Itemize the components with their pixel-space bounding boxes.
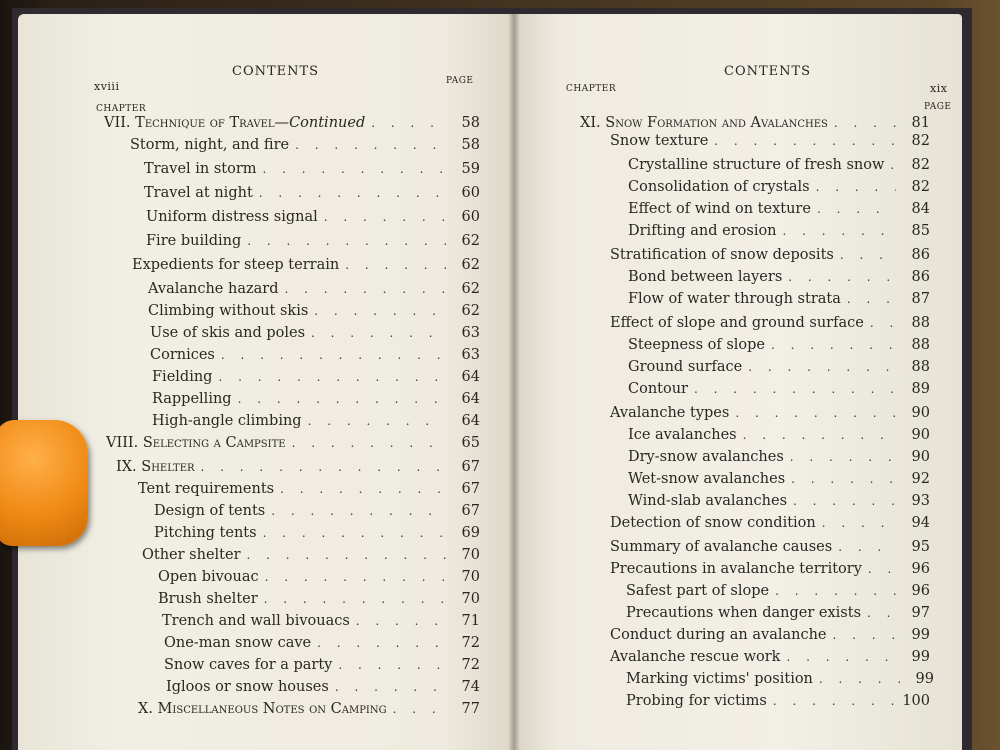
left-entry-title: Fire building	[146, 233, 242, 249]
right-entry-page: 95	[911, 539, 930, 555]
right-entry-title: Steepness of slope	[628, 337, 765, 353]
dot-leader	[221, 346, 446, 364]
right-entry-page: 88	[911, 337, 930, 353]
right-entry	[628, 200, 930, 220]
dot-leader	[817, 200, 896, 218]
left-entry	[138, 480, 480, 500]
right-page	[514, 14, 962, 750]
toc-chapter-vii	[104, 114, 480, 134]
right-entry	[626, 670, 934, 690]
right-entry-title: Bond between layers	[628, 269, 783, 285]
dot-leader	[773, 692, 896, 710]
right-entry-title: Conduct during an avalanche	[610, 627, 827, 643]
left-entry	[158, 568, 480, 588]
left-entry-title: X. Miscellaneous Notes on Camping	[138, 701, 387, 717]
left-entry-page: 63	[461, 347, 480, 363]
right-entry-page: 96	[911, 583, 930, 599]
dot-leader	[335, 678, 446, 696]
dot-leader	[840, 246, 896, 264]
right-entry	[628, 358, 930, 378]
left-entry-title: Brush shelter	[158, 591, 258, 607]
right-entry	[610, 246, 930, 266]
left-entry	[152, 412, 480, 432]
left-entry-title: Snow caves for a party	[164, 657, 333, 673]
right-entry-page: 82	[911, 179, 930, 195]
left-entry	[138, 700, 480, 720]
dot-leader	[783, 222, 896, 240]
left-entry-title: Rappelling	[152, 391, 232, 407]
right-entry-page: 90	[911, 427, 930, 443]
right-entry-title: Stratification of snow deposits	[610, 247, 834, 263]
right-entry-title: Contour	[628, 381, 688, 397]
dot-leader	[788, 268, 896, 286]
dot-leader	[694, 380, 896, 398]
dot-leader	[775, 582, 896, 600]
right-entry	[628, 336, 930, 356]
right-entry-page: 100	[902, 693, 930, 709]
dot-leader	[786, 648, 896, 666]
dot-leader	[218, 368, 446, 386]
dot-leader	[311, 324, 446, 342]
left-entry-page: 60	[461, 185, 480, 201]
chapter-vii-title: VII. Technique of Travel—	[104, 115, 290, 131]
left-entry	[130, 136, 480, 156]
left-folio: xviii	[94, 80, 120, 93]
right-folio: xix	[930, 82, 948, 95]
right-page-label: PAGE	[924, 102, 952, 112]
left-entry-title: Climbing without skis	[148, 303, 309, 319]
left-entry	[152, 368, 480, 388]
left-entry-page: 72	[461, 635, 480, 651]
left-entry-page: 67	[461, 503, 480, 519]
right-entry	[628, 178, 930, 198]
right-chapter-label: CHAPTER	[566, 84, 617, 94]
right-entry-title: Drifting and erosion	[628, 223, 777, 239]
left-entry-title: VIII. Selecting a Campsite	[106, 435, 286, 451]
left-entry-title: Use of skis and poles	[150, 325, 306, 341]
right-entry-page: 90	[911, 405, 930, 421]
left-entry-title: Open bivouac	[158, 569, 259, 585]
dot-leader	[314, 302, 446, 320]
left-entry-page: 62	[461, 303, 480, 319]
right-entry-title: Wind-slab avalanches	[628, 493, 788, 509]
right-entry-title: Ground surface	[628, 359, 743, 375]
dot-leader	[393, 700, 446, 718]
dot-leader	[247, 232, 446, 250]
left-entry-title: Fielding	[152, 369, 213, 385]
right-entry	[628, 470, 930, 490]
left-entry-page: 62	[461, 257, 480, 273]
right-entry-title: Detection of snow condition	[610, 515, 816, 531]
left-entry	[146, 232, 480, 252]
left-entry-title: Uniform distress signal	[146, 209, 318, 225]
chapter-vii-continued: Continued	[289, 115, 366, 131]
left-entry	[146, 208, 480, 228]
right-entry-title: Crystalline structure of fresh snow	[628, 157, 885, 173]
right-entry	[628, 492, 930, 512]
left-entry-title: Trench and wall bivouacs	[162, 613, 350, 629]
right-entry-page: 96	[911, 561, 930, 577]
left-entry-page: 70	[461, 569, 480, 585]
left-entry-title: Expedients for steep terrain	[132, 257, 340, 273]
right-entry-page: 88	[911, 359, 930, 375]
right-entry-title: Effect of slope and ground surface	[610, 315, 864, 331]
left-running-head: CONTENTS	[232, 64, 320, 79]
right-entry-title: Safest part of slope	[626, 583, 770, 599]
left-entry-page: 59	[461, 161, 480, 177]
dot-leader	[748, 358, 896, 376]
dot-leader	[870, 314, 896, 332]
right-entry-page: 90	[911, 449, 930, 465]
left-entry-page: 62	[461, 281, 480, 297]
left-entry	[154, 502, 480, 522]
right-entry	[628, 448, 930, 468]
left-entry-page: 64	[461, 369, 480, 385]
right-running-head: CONTENTS	[724, 64, 812, 79]
left-entry-title: IX. Shelter	[116, 459, 195, 475]
left-entry-title: Pitching tents	[154, 525, 257, 541]
right-entry	[626, 692, 930, 712]
right-entry	[610, 132, 930, 152]
left-entry	[132, 256, 480, 276]
right-entry	[628, 426, 930, 446]
left-entry	[150, 346, 480, 366]
left-entry-title: Igloos or snow houses	[166, 679, 329, 695]
right-entry-page: 86	[911, 269, 930, 285]
left-entry-page: 69	[461, 525, 480, 541]
left-entry-page: 70	[461, 591, 480, 607]
left-entry-page: 71	[461, 613, 480, 629]
dot-leader	[338, 656, 446, 674]
right-entry	[626, 582, 930, 602]
left-entry-page: 77	[461, 701, 480, 717]
left-entry	[150, 324, 480, 344]
right-entry	[626, 604, 930, 624]
dot-leader	[868, 560, 896, 578]
left-entry-title: Avalanche hazard	[148, 281, 279, 297]
left-entry-title: Other shelter	[142, 547, 241, 563]
left-entry	[152, 390, 480, 410]
right-entry-page: 99	[911, 627, 930, 643]
right-entry	[610, 404, 930, 424]
left-entry	[164, 656, 480, 676]
right-entry-title: Avalanche rescue work	[610, 649, 781, 665]
right-entry-page: 87	[911, 291, 930, 307]
dot-leader	[890, 156, 896, 174]
right-entry-page: 93	[911, 493, 930, 509]
dot-leader	[264, 590, 446, 608]
left-entry	[142, 546, 480, 566]
dot-leader	[201, 458, 446, 476]
right-entry	[628, 380, 930, 400]
right-entry	[610, 538, 930, 558]
right-entry-page: 86	[911, 247, 930, 263]
right-entry-page: 92	[911, 471, 930, 487]
right-entry-page: 99	[915, 671, 934, 687]
left-entry-page: 65	[461, 435, 480, 451]
left-entry-page: 67	[461, 481, 480, 497]
left-chapter-label: CHAPTER	[96, 104, 147, 114]
left-entry-page: 58	[461, 137, 480, 153]
right-entry-title: Dry-snow avalanches	[628, 449, 784, 465]
right-entry-title: Summary of avalanche causes	[610, 539, 833, 555]
right-entry-page: 84	[911, 201, 930, 217]
right-entry-page: 99	[911, 649, 930, 665]
right-entry-title: Ice avalanches	[628, 427, 737, 443]
left-entry-title: Storm, night, and fire	[130, 137, 290, 153]
dot-leader	[295, 136, 446, 154]
dot-leader	[834, 114, 896, 132]
left-entry	[166, 678, 480, 698]
left-entry-page: 60	[461, 209, 480, 225]
right-entry-page: 81	[911, 115, 930, 131]
right-entry-page: 97	[911, 605, 930, 621]
left-entry-page: 64	[461, 413, 480, 429]
dot-leader	[265, 568, 446, 586]
dot-leader	[867, 604, 896, 622]
left-entry-title: Travel at night	[144, 185, 253, 201]
dot-leader	[793, 492, 896, 510]
dot-leader	[838, 538, 896, 556]
left-entry	[144, 160, 480, 180]
left-page	[18, 14, 514, 750]
dot-leader	[263, 524, 446, 542]
right-entry-title: Flow of water through strata	[628, 291, 841, 307]
dot-leader	[714, 132, 896, 150]
dot-leader	[284, 280, 446, 298]
right-entry-page: 85	[911, 223, 930, 239]
dot-leader	[317, 634, 446, 652]
dot-leader	[833, 626, 897, 644]
left-entry	[158, 590, 480, 610]
right-entry-title: Precautions in avalanche territory	[610, 561, 862, 577]
dot-leader	[247, 546, 446, 564]
left-entry	[154, 524, 480, 544]
left-entry	[148, 280, 480, 300]
dot-leader	[743, 426, 896, 444]
left-entry-title: Design of tents	[154, 503, 266, 519]
dot-leader	[791, 470, 896, 488]
chapter-vii-page: 58	[461, 115, 480, 131]
right-entry-title: Snow texture	[610, 133, 709, 149]
left-entry-page: 62	[461, 233, 480, 249]
right-entry	[610, 648, 930, 668]
dot-leader	[271, 502, 446, 520]
left-entry-page: 72	[461, 657, 480, 673]
left-entry-title: One-man snow cave	[164, 635, 312, 651]
dot-leader	[259, 184, 446, 202]
right-entry	[610, 560, 930, 580]
dot-leader	[790, 448, 896, 466]
left-entry-page: 70	[461, 547, 480, 563]
dot-leader	[280, 480, 446, 498]
left-entry-title: High-angle climbing	[152, 413, 302, 429]
left-entry-page: 63	[461, 325, 480, 341]
right-entry	[610, 314, 930, 334]
left-entry	[148, 302, 480, 322]
left-entry	[116, 458, 480, 478]
dot-leader	[822, 514, 896, 532]
right-entry-page: 89	[911, 381, 930, 397]
dot-leader	[324, 208, 446, 226]
dot-leader	[356, 612, 446, 630]
dot-leader	[263, 160, 446, 178]
right-entry-title: Marking victims' position	[626, 671, 813, 687]
dot-leader	[308, 412, 446, 430]
right-entry-page: 88	[911, 315, 930, 331]
left-entry-title: Travel in storm	[144, 161, 257, 177]
right-entry-title: Avalanche types	[610, 405, 730, 421]
right-entry-title: XI. Snow Formation and Avalanches	[580, 115, 828, 131]
dot-leader	[292, 434, 446, 452]
left-entry-page: 64	[461, 391, 480, 407]
right-entry-page: 94	[911, 515, 930, 531]
left-entry-page: 67	[461, 459, 480, 475]
dot-leader	[771, 336, 896, 354]
dot-leader	[345, 256, 446, 274]
right-entry-page: 82	[911, 133, 930, 149]
right-entry-page: 82	[911, 157, 930, 173]
right-entry	[580, 114, 930, 134]
left-entry	[106, 434, 480, 454]
left-entry-title: Tent requirements	[138, 481, 275, 497]
left-entry	[162, 612, 480, 632]
dot-leader	[847, 290, 896, 308]
dot-leader	[238, 390, 446, 408]
dot-leader	[735, 404, 896, 422]
right-entry	[628, 268, 930, 288]
left-entry-page: 74	[461, 679, 480, 695]
dot-leader	[816, 178, 896, 196]
left-entry-title: Cornices	[150, 347, 215, 363]
left-entry	[164, 634, 480, 654]
right-entry	[628, 222, 930, 242]
right-entry	[610, 626, 930, 646]
orange-clip	[0, 420, 88, 546]
dot-leader	[371, 114, 446, 132]
right-entry	[628, 290, 930, 310]
right-entry-title: Precautions when danger exists	[626, 605, 862, 621]
book-gutter	[508, 14, 520, 750]
right-entry	[628, 156, 930, 176]
right-entry	[610, 514, 930, 534]
right-entry-title: Effect of wind on texture	[628, 201, 811, 217]
right-entry-title: Probing for victims	[626, 693, 767, 709]
right-entry-title: Wet-snow avalanches	[628, 471, 786, 487]
left-entry	[144, 184, 480, 204]
dot-leader	[819, 670, 900, 688]
right-entry-title: Consolidation of crystals	[628, 179, 810, 195]
left-page-label: PAGE	[446, 76, 474, 86]
